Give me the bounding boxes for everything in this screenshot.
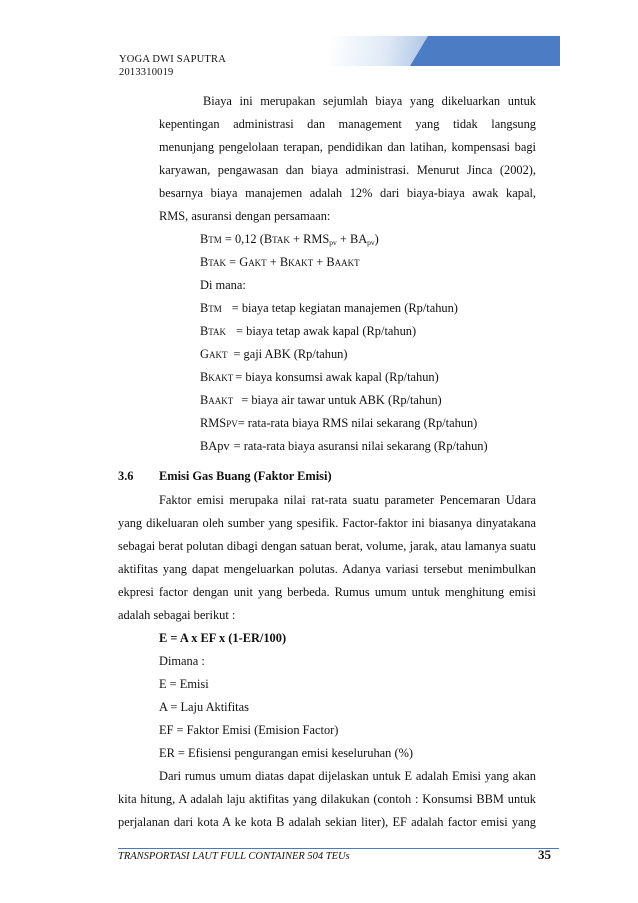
definition-item: GAKT = gaji ABK (Rp/tahun) [200, 347, 348, 361]
definition-item: RMSPV= rata-rata biaya RMS nilai sekarang (Rp/tahun) [200, 416, 478, 430]
formula-emission: E = A x EF x (1-ER/100) [159, 631, 287, 645]
footer-title: TRANSPORTASI LAUT FULL CONTAINER 504 TEUs [118, 851, 350, 862]
paragraph1-line: Biaya ini merupakan sejumlah biaya yang dikeluarkan untuk [203, 94, 536, 108]
definition-item: BTM = biaya tetap kegiatan manajemen (Rp/tahun) [200, 301, 458, 315]
paragraph3-line: Dari rumus umum diatas dapat dijelaskan untuk E adalah Emisi yang akan [159, 769, 536, 783]
section-number: 3.6 [118, 469, 134, 483]
paragraph1-line: karyawan, pengawasan dan biaya administrasi. Menurut Jinca (2002), [159, 163, 536, 177]
paragraph1-line: RMS, asuransi dengan persamaan: [159, 209, 331, 223]
definition-item: BTAK = biaya tetap awak kapal (Rp/tahun) [200, 324, 417, 338]
paragraph2-line: sebagai berat polutan dibagi dengan satuan berat, volume, jarak, atau lamanya suatu [118, 539, 536, 553]
paragraph1-line: menunjang pengelolaan terapan, pendidikan dan latihan, kompensasi bagi [159, 140, 536, 154]
section-title: Emisi Gas Buang (Faktor Emisi) [159, 469, 332, 483]
paragraph3-line: perjalanan dari kota A ke kota B adalah sekian liter), EF adalah factor emisi yang [118, 815, 536, 829]
definition-item: BAAKT = biaya air tawar untuk ABK (Rp/tahun) [200, 393, 442, 407]
paragraph2-line: ekpresi factor dengan unit yang berbeda. Rumus umum untuk menghitung emisi [118, 585, 536, 599]
where-label: Di mana: [200, 278, 246, 292]
definition-item: ER = Efisiensi pengurangan emisi keseluruhan (%) [159, 746, 414, 760]
definition-item: A = Laju Aktifitas [159, 700, 249, 714]
page-number: 35 [538, 847, 551, 862]
paragraph3-line: kita hitung, A adalah laju aktifitas yang dilakukan (contoh : Konsumsi BBM untuk [118, 792, 536, 806]
definition-item: EF = Faktor Emisi (Emision Factor) [159, 723, 339, 737]
where-label: Dimana : [159, 654, 205, 668]
paragraph2-line: Faktor emisi merupaka nilai rat-rata suatu parameter Pencemaran Udara [159, 493, 536, 507]
paragraph2-line: yang dikeluaran oleh sumber yang spesifik. Factor-faktor ini biasanya dinyatakana [118, 516, 536, 530]
paragraph1-line: besarnya biaya manajemen adalah 12% dari biaya-biaya awak kapal, [159, 186, 536, 200]
header-decoration-shape [410, 36, 560, 66]
paragraph2-line: aktifitas yang dapat mengeluarkan polutas. Adanya variasi tersebut menimbulkan [118, 562, 536, 576]
formula-management-cost: BTM = 0,12 (BTAK + $RMS_{pv} + BA_{pv}$) [200, 232, 379, 247]
definition-item: BApv = rata-rata biaya asuransi nilai sekarang (Rp/tahun) [200, 439, 488, 453]
header-student-id: 2013310019 [119, 67, 174, 78]
header-author: YOGA DWI SAPUTRA [119, 54, 227, 65]
formula-crew-cost: BTAK = GAKT + BKAKT + BAAKT [200, 255, 360, 269]
running-header [119, 53, 226, 79]
paragraph2-line: adalah sebagai berikut : [118, 608, 236, 622]
paragraph1-line: kepentingan administrasi dan management yang tidak langsung [159, 117, 536, 131]
footer-divider [118, 848, 559, 849]
definition-item: E = Emisi [159, 677, 209, 691]
definition-item: BKAKT = biaya konsumsi awak kapal (Rp/tahun) [200, 370, 439, 384]
